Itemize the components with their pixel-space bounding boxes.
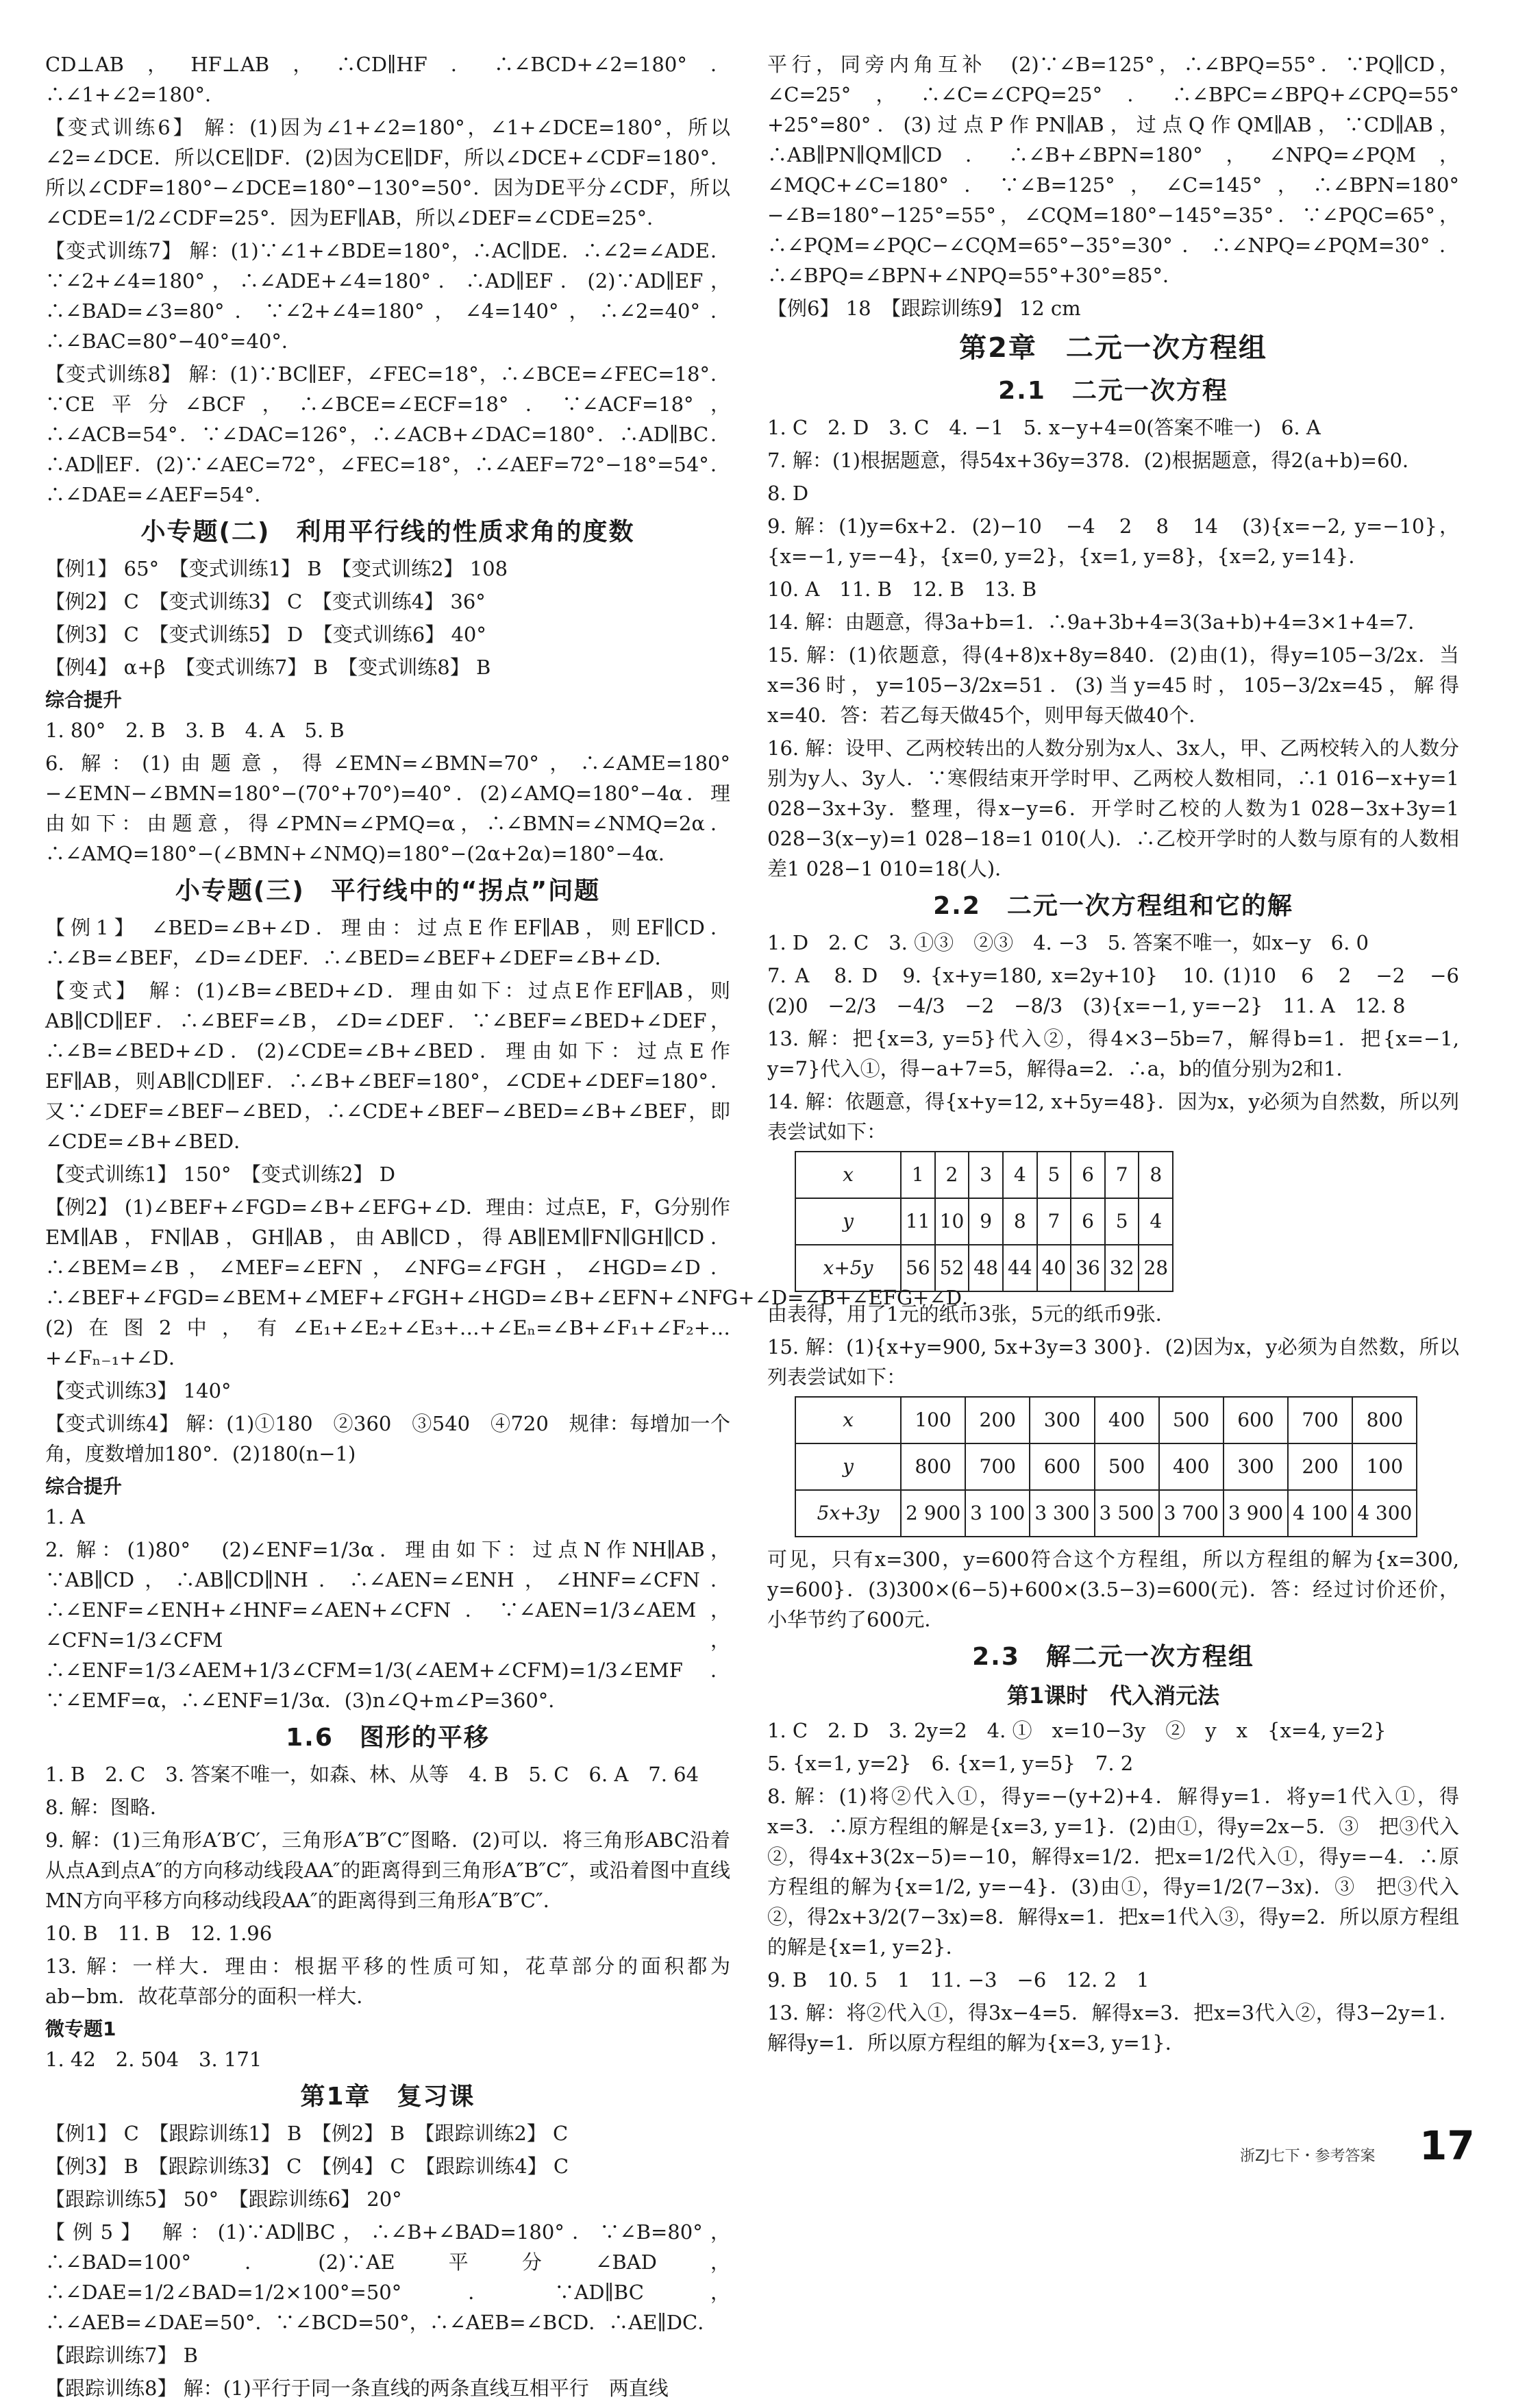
- table-cell: 200: [1288, 1443, 1352, 1490]
- table-cell: 10: [935, 1198, 969, 1245]
- subsection-label: 综合提升: [45, 1475, 123, 1498]
- table-cell: 3 500: [1095, 1490, 1159, 1537]
- table-row: [795, 1198, 1173, 1245]
- table-cell: 6: [1071, 1152, 1105, 1198]
- answer-paragraph: 2. 解：(1)80° (2)∠ENF=1/3α．理由如下：过点N作NH∥AB，∵AB∥CD，∴AB∥CD∥NH．∴∠AEN=∠ENH，∠HNF=∠CFN．∴∠ENF=∠ENH+∠HNF=∠AEN+∠CFN．∵∠AEN=1/3∠AEM，∠CFN=1/3∠CFM，∴∠ENF=1/3∠AEM+1/3∠CFM=1/3(∠AEM+∠CFM)=1/3∠EMF．∵∠EMF=α，∴∠ENF=1/3α．(3)n∠Q+m∠P=360°．: [45, 1538, 730, 1712]
- answer-paragraph: 8. 解：(1)将②代入①，得y=−(y+2)+4．解得y=1．将y=1代入①，得x=3．∴原方程组的解是{x=3, y=1}．(2)由①，得y=2x−5．③ 把③代入②，得4x+3(2x−5)=−10，解得x=1/2．把x=1/2代入①，得y=−4．∴原方程组的解为{x=1/2, y=−4}．(3)由①，得y=1/2(7−3x)．③ 把③代入②，得2x+3/2(7−3x)=8．解得x=1．把x=1代入③，得y=2．所以原方程组的解是{x=1, y=2}．: [767, 1785, 1459, 1959]
- page-number: 17: [1419, 2122, 1475, 2169]
- table-header-cell: x: [795, 1397, 901, 1443]
- table-cell: 300: [1224, 1443, 1288, 1490]
- subsection-label: 微专题1: [45, 2018, 116, 2040]
- table-cell: 44: [1003, 1245, 1037, 1291]
- section-heading: 小专题(二) 利用平行线的性质求角的度数: [140, 518, 635, 546]
- right-column: [767, 49, 1480, 2061]
- answer-line: 14. 解：由题意，得3a+b=1．∴9a+3b+4=3(3a+b)+4=3×1+4=7．: [767, 610, 1428, 634]
- table-cell: 600: [1030, 1443, 1094, 1490]
- table-cell: 40: [1037, 1245, 1071, 1291]
- table-cell: 6: [1071, 1198, 1105, 1245]
- table-row: [795, 1443, 1417, 1490]
- table-cell: 200: [965, 1397, 1030, 1443]
- answer-line: 7. 解：(1)根据题意，得54x+36y=378．(2)根据题意，得2(a+b)=60．: [767, 449, 1422, 472]
- answer-line: 【例3】 B 【跟踪训练3】 C 【例4】 C 【跟踪训练4】 C: [45, 2155, 569, 2178]
- table-cell: 400: [1095, 1397, 1159, 1443]
- section-heading: 第1章 复习课: [300, 2083, 475, 2111]
- table-cell: 800: [901, 1443, 965, 1490]
- chapter-heading: 第2章 二元一次方程组: [959, 332, 1267, 364]
- answer-paragraph: 6. 解：(1)由题意，得∠EMN=∠BMN=70°，∴∠AME=180°−∠EMN−∠BMN=180°−(70°+70°)=40°．(2)∠AMQ=180°−4α．理由如下：由题意，得∠PMN=∠PMQ=α，∴∠BMN=∠NMQ=2α．∴∠AMQ=180°−(∠BMN+∠NMQ)=180°−(2α+2α)=180°−4α．: [45, 752, 730, 865]
- answer-paragraph: 14. 解：依题意，得{x+y=12, x+5y=48}．因为x，y必须为自然数，所以列表尝试如下：: [767, 1090, 1459, 1143]
- section-heading: 2.2 二元一次方程组和它的解: [933, 892, 1293, 920]
- table-header-cell: x: [795, 1152, 901, 1198]
- answer-line: 【跟踪训练7】 B: [45, 2344, 198, 2367]
- answer-paragraph: 【变式训练4】 解：(1)①180 ②360 ③540 ④720 规律：每增加一个角，度数增加180°．(2)180(n−1): [45, 1412, 730, 1465]
- table-cell: 3: [969, 1152, 1003, 1198]
- table-cell: 600: [1224, 1397, 1288, 1443]
- trial-table-2: [795, 1396, 1417, 1537]
- answer-line: 【变式训练3】 140°: [45, 1379, 232, 1402]
- answer-paragraph: 【变式训练8】 解：(1)∵BC∥EF，∠FEC=18°，∴∠BCE=∠FEC=18°．∵CE平分∠BCF，∴∠BCE=∠ECF=18°．∵∠ACF=18°，∴∠ACB=54°．∵∠DAC=126°，∴∠ACB+∠DAC=180°．∴AD∥BC．∴AD∥EF．(2)∵∠AEC=72°，∠FEC=18°，∴∠AEF=72°−18°=54°．∴∠DAE=∠AEF=54°．: [45, 362, 730, 506]
- table-row: [795, 1245, 1173, 1291]
- answer-line: 10. B 11. B 12. 1.96: [45, 1922, 273, 1945]
- table-cell: 4 300: [1352, 1490, 1417, 1537]
- answer-line: 1. B 2. C 3. 答案不唯一，如森、林、从等 4. B 5. C 6. A 7. 64: [45, 1763, 699, 1786]
- answer-paragraph: 15. 解：(1){x+y=900, 5x+3y=3 300}．(2)因为x，y必须为自然数，所以列表尝试如下：: [767, 1335, 1459, 1389]
- answer-line: 1. 42 2. 504 3. 171: [45, 2048, 262, 2071]
- answer-paragraph: 13. 解：把{x=3, y=5}代入②，得4×3−5b=7，解得b=1．把{x=−1, y=7}代入①，得−a+7=5，解得a=2．∴a，b的值分别为2和1．: [767, 1027, 1459, 1080]
- trial-table-1: [795, 1151, 1173, 1292]
- answer-paragraph: CD⊥AB，HF⊥AB，∴CD∥HF．∴∠BCD+∠2=180°．∴∠1+∠2=180°．: [45, 53, 730, 106]
- answer-line: 1. C 2. D 3. C 4. −1 5. x−y+4=0(答案不唯一) 6. A: [767, 416, 1321, 439]
- table-cell: 56: [901, 1245, 935, 1291]
- answer-line: 8. 解：图略．: [45, 1796, 170, 1819]
- answer-paragraph: 16. 解：设甲、乙两校转出的人数分别为x人、3x人，甲、乙两校转入的人数分别为y人、3y人．∵寒假结束开学时甲、乙两校人数相同，∴1 016−x+y=1 028−3x+3y．整理，得x−y=6．开学时乙校的人数为1 028−3x+3y=1 028−3(x−y)=1 028−18=1 010(人)．∴乙校开学时的人数与原有的人数相差1 028−1 010=18(人)．: [767, 736, 1459, 880]
- table-cell: 1: [901, 1152, 935, 1198]
- section-heading: 2.3 解二元一次方程组: [972, 1643, 1254, 1671]
- table-header-cell: y: [795, 1443, 901, 1490]
- section-heading: 1.6 图形的平移: [286, 1724, 490, 1752]
- answer-line: 【例3】 C 【变式训练5】 D 【变式训练6】 40°: [45, 623, 486, 646]
- table-cell: 4: [1139, 1198, 1173, 1245]
- table-header-cell: 5x+3y: [795, 1490, 901, 1537]
- answer-paragraph: 9. 解：(1)三角形A′B′C′，三角形A″B″C″图略．(2)可以．将三角形ABC沿着从点A到点A″的方向移动线段AA″的距离得到三角形A″B″C″，或沿着图中直线MN方向平移方向移动线段AA″的距离得到三角形A″B″C″．: [45, 1828, 730, 1912]
- answer-line: 1. D 2. C 3. ①③ ②③ 4. −3 5. 答案不唯一，如x−y 6. 0: [767, 931, 1369, 954]
- table-cell: 8: [1139, 1152, 1173, 1198]
- table-cell: 100: [1352, 1443, 1417, 1490]
- table-cell: 700: [1288, 1397, 1352, 1443]
- table-row: [795, 1490, 1417, 1537]
- answer-paragraph: 13. 解：将②代入①，得3x−4=5．解得x=3．把x=3代入②，得3−2y=1．解得y=1．所以原方程组的解为{x=3, y=1}．: [767, 2001, 1459, 2055]
- answer-line: 【例6】 18 【跟踪训练9】 12 cm: [767, 297, 1081, 320]
- answer-paragraph: 【变式】 解：(1)∠B=∠BED+∠D．理由如下：过点E作EF∥AB，则AB∥CD∥EF．∴∠BEF=∠B，∠D=∠DEF．∵∠BEF=∠BED+∠DEF，∴∠B=∠BED+∠D．(2)∠CDE=∠B+∠BED．理由如下：过点E作EF∥AB，则AB∥CD∥EF．∴∠B+∠BEF=180°，∠CDE+∠DEF=180°．又∵∠DEF=∠BEF−∠BED，∴∠CDE+∠BEF−∠BED=∠B+∠BEF，即∠CDE=∠B+∠BED．: [45, 979, 730, 1153]
- table-header-cell: x+5y: [795, 1245, 901, 1291]
- table-cell: 3 700: [1159, 1490, 1224, 1537]
- answer-line: 1. 80° 2. B 3. B 4. A 5. B: [45, 719, 345, 742]
- answer-paragraph: 平行，同旁内角互补 (2)∵∠B=125°，∴∠BPQ=55°．∵PQ∥CD，∠C=25°，∴∠C=∠CPQ=25°．∴∠BPC=∠BPQ+∠CPQ=55°+25°=80°．(3)过点P作PN∥AB，过点Q作QM∥AB，∵CD∥AB，∴AB∥PN∥QM∥CD．∴∠B+∠BPN=180°，∠NPQ=∠PQM，∠MQC+∠C=180°．∵∠B=125°，∠C=145°，∴∠BPN=180°−∠B=180°−125°=55°，∠CQM=180°−145°=35°．∵∠PQC=65°，∴∠PQM=∠PQC−∠CQM=65°−35°=30°．∴∠NPQ=∠PQM=30°．∴∠BPQ=∠BPN+∠NPQ=55°+30°=85°．: [767, 53, 1459, 287]
- table-row: [795, 1152, 1173, 1198]
- table-cell: 5: [1105, 1198, 1139, 1245]
- table-cell: 28: [1139, 1245, 1173, 1291]
- table-cell: 3 100: [965, 1490, 1030, 1537]
- answer-paragraph: 【例1】 ∠BED=∠B+∠D．理由：过点E作EF∥AB，则EF∥CD．∴∠B=∠BEF，∠D=∠DEF．∴∠BED=∠BEF+∠DEF=∠B+∠D．: [45, 916, 730, 969]
- table-cell: 8: [1003, 1198, 1037, 1245]
- answer-paragraph: 【变式训练6】 解：(1)因为∠1+∠2=180°，∠1+∠DCE=180°，所以∠2=∠DCE．所以CE∥DF．(2)因为CE∥DF，所以∠DCE+∠CDF=180°．所以∠CDF=180°−∠DCE=180°−130°=50°．因为DE平分∠CDF，所以∠CDE=1/2∠CDF=25°．因为EF∥AB，所以∠DEF=∠CDE=25°．: [45, 116, 730, 230]
- table-cell: 100: [901, 1397, 965, 1443]
- table-cell: 400: [1159, 1443, 1224, 1490]
- table-row: [795, 1397, 1417, 1443]
- answer-line: 【跟踪训练8】 解：(1)平行于同一条直线的两条直线互相平行 两直线: [45, 2377, 669, 2400]
- answer-paragraph: 13. 解：一样大．理由：根据平移的性质可知，花草部分的面积都为ab−bm．故花草部分的面积一样大．: [45, 1955, 730, 2008]
- answer-line: 【例2】 C 【变式训练3】 C 【变式训练4】 36°: [45, 590, 486, 613]
- answer-line: 5. {x=1, y=2} 6. {x=1, y=5} 7. 2: [767, 1752, 1134, 1775]
- answer-line: 【例1】 65° 【变式训练1】 B 【变式训练2】 108: [45, 557, 508, 580]
- table-cell: 4 100: [1288, 1490, 1352, 1537]
- answer-paragraph: 9. 解：(1)y=6x+2．(2)−10 −4 2 8 14 (3){x=−2, y=−10}，{x=−1, y=−4}，{x=0, y=2}，{x=1, y=8}，{x=2, y=14}．: [767, 514, 1459, 568]
- table-cell: 800: [1352, 1397, 1417, 1443]
- table-cell: 500: [1159, 1397, 1224, 1443]
- answer-line: 10. A 11. B 12. B 13. B: [767, 578, 1037, 601]
- section-heading: 2.1 二元一次方程: [998, 377, 1228, 405]
- answer-paragraph: 15. 解：(1)依题意，得(4+8)x+8y=840．(2)由(1)，得y=105−3/2x．当x=36时，y=105−3/2x=51．(3)当y=45时，105−3/2x=45，解得x=40．答：若乙每天做45个，则甲每天做40个．: [767, 643, 1459, 727]
- footer-label: 浙ZJ七下・参考答案: [1240, 2148, 1376, 2165]
- table-cell: 500: [1095, 1443, 1159, 1490]
- table-cell: 3 300: [1030, 1490, 1094, 1537]
- table-cell: 32: [1105, 1245, 1139, 1291]
- answer-paragraph: 【例2】 (1)∠BEF+∠FGD=∠B+∠EFG+∠D．理由：过点E，F，G分别作EM∥AB，FN∥AB，GH∥AB，由AB∥CD，得AB∥EM∥FN∥GH∥CD．∴∠BEM=∠B，∠MEF=∠EFN，∠NFG=∠FGH，∠HGD=∠D．∴∠BEF+∠FGD=∠BEM+∠MEF+∠FGH+∠HGD=∠B+∠EFN+∠NFG+∠D=∠B+∠EFG+∠D．(2)在图2中，有∠E₁+∠E₂+∠E₃+…+∠Eₙ=∠B+∠F₁+∠F₂+…+∠Fₙ₋₁+∠D．: [45, 1195, 982, 1369]
- table-header-cell: y: [795, 1198, 901, 1245]
- table-cell: 4: [1003, 1152, 1037, 1198]
- table-cell: 3 900: [1224, 1490, 1288, 1537]
- table-cell: 7: [1037, 1198, 1071, 1245]
- answer-line: 8. D: [767, 482, 809, 505]
- answer-line: 1. A: [45, 1505, 85, 1528]
- table-cell: 48: [969, 1245, 1003, 1291]
- answer-paragraph: 【变式训练7】 解：(1)∵∠1+∠BDE=180°，∴AC∥DE．∴∠2=∠ADE．∵∠2+∠4=180°，∴∠ADE+∠4=180°．∴AD∥EF．(2)∵AD∥EF，∴∠BAD=∠3=80°．∵∠2+∠4=180°，∠4=140°，∴∠2=40°．∴∠BAC=80°−40°=40°．: [45, 239, 730, 353]
- answer-line: 由表得，用了1元的纸币3张，5元的纸币9张．: [767, 1302, 1176, 1326]
- answer-line: 【例1】 C 【跟踪训练1】 B 【例2】 B 【跟踪训练2】 C: [45, 2122, 569, 2145]
- table-cell: 9: [969, 1198, 1003, 1245]
- answer-line: 【跟踪训练5】 50° 【跟踪训练6】 20°: [45, 2187, 402, 2211]
- answer-paragraph: 【例5】 解：(1)∵AD∥BC，∴∠B+∠BAD=180°．∵∠B=80°，∴∠BAD=100°．(2)∵AE平分∠BAD，∴∠DAE=1/2∠BAD=1/2×100°=50°．∵AD∥BC，∴∠AEB=∠DAE=50°．∵∠BCD=50°，∴∠AEB=∠BCD．∴AE∥DC．: [45, 2220, 730, 2334]
- answer-line: 1. C 2. D 3. 2y=2 4. ① x=10−3y ② y x {x=4, y=2}: [767, 1719, 1387, 1742]
- answer-line: 9. B 10. 5 1 11. −3 −6 12. 2 1: [767, 1968, 1150, 1992]
- subsection-label: 综合提升: [45, 689, 123, 711]
- table-cell: 36: [1071, 1245, 1105, 1291]
- section-heading: 小专题(三) 平行线中的“拐点”问题: [175, 877, 601, 905]
- table-cell: 7: [1105, 1152, 1139, 1198]
- table-cell: 11: [901, 1198, 935, 1245]
- table-cell: 300: [1030, 1397, 1094, 1443]
- answer-line: 【变式训练1】 150° 【变式训练2】 D: [45, 1163, 395, 1186]
- lesson-heading: 第1课时 代入消元法: [1006, 1683, 1220, 1709]
- table-cell: 52: [935, 1245, 969, 1291]
- table-cell: 700: [965, 1443, 1030, 1490]
- table-cell: 2 900: [901, 1490, 965, 1537]
- answer-paragraph: 7. A 8. D 9. {x+y=180, x=2y+10} 10. (1)10 6 2 −2 −6 (2)0 −2/3 −4/3 −2 −8/3 (3){x=−1, y=−2} 11. A 12. 8: [767, 964, 1480, 1017]
- answer-paragraph: 可见，只有x=300，y=600符合这个方程组，所以方程组的解为{x=300, y=600}．(3)300×(6−5)+600×(3.5−3)=600(元)．答：经过讨价还价，小华节约了600元．: [767, 1548, 1459, 1631]
- table-cell: 5: [1037, 1152, 1071, 1198]
- table-cell: 2: [935, 1152, 969, 1198]
- answer-line: 【例4】 α+β 【变式训练7】 B 【变式训练8】 B: [45, 656, 491, 679]
